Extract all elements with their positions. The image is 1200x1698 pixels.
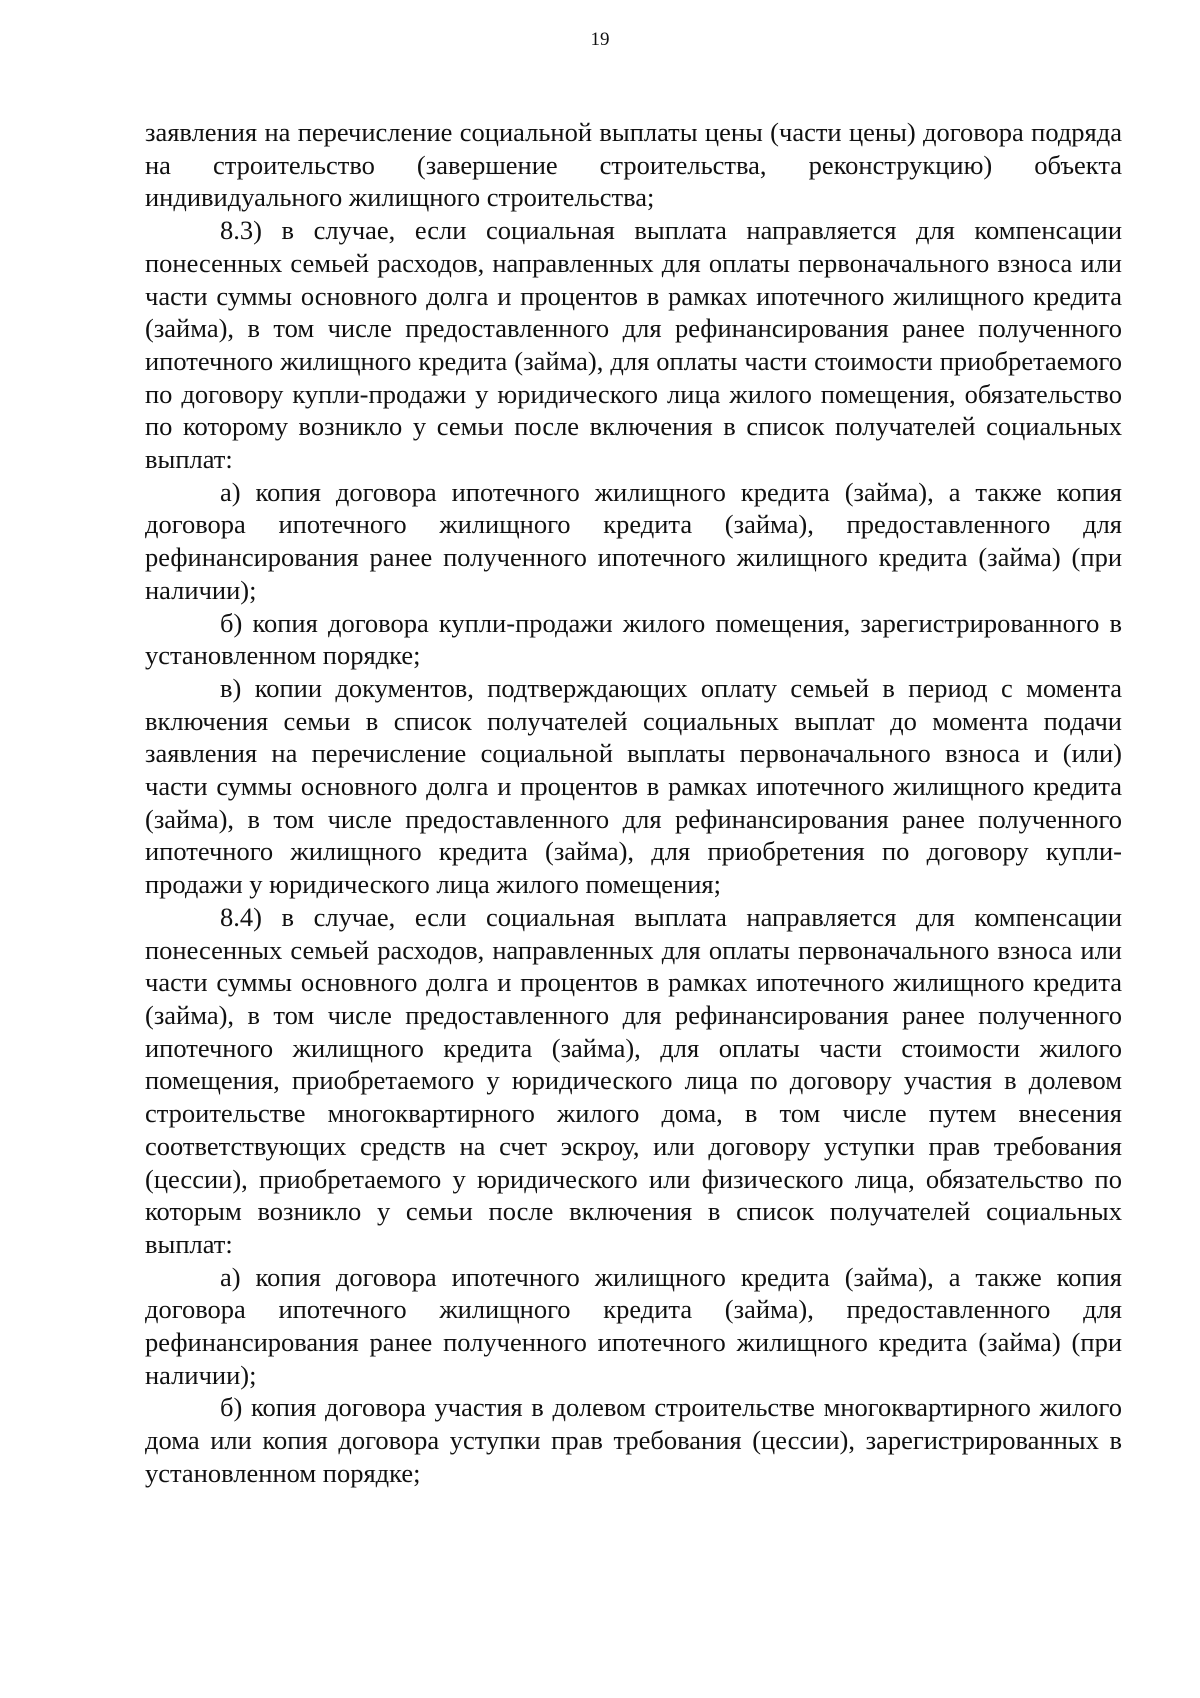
paragraph-continuation: заявления на перечисление социальной выплаты цены (части цены) договора подряда на строительство (завершение строительства, реконструкцию) объекта индивидуального жилищного строительства; [145,117,1122,213]
paragraph-8-3-b: б) копия договора купли-продажи жилого помещения, зарегистрированного в установленном порядке; [145,607,1122,671]
document-body [145,116,1122,1490]
page-number: 19 [590,29,610,50]
paragraph-8-3: 8.3) в случае, если социальная выплата направляется для компенсации понесенных семьей расходов, направленных для оплаты первоначального взноса или части суммы основного долга и процентов в рамках ипотечного жилищного кредита (займа), в том числе предоставленного для рефинансирования ранее полученного ипотечного жилищного кредита (займа), для оплаты части стоимости приобретаемого по договору купли-продажи у юридического лица жилого помещения, обязательство по которому возникло у семьи после включения в список получателей социальных выплат: [145,215,1122,475]
paragraph-8-3-a: а) копия договора ипотечного жилищного кредита (займа), а также копия договора ипотечного жилищного кредита (займа), предоставленного для рефинансирования ранее полученного ипотечного жилищного кредита (займа) (при наличии); [145,476,1122,605]
paragraph-8-3-v: в) копии документов, подтверждающих оплату семьей в период с момента включения семьи в список получателей социальных выплат до момента подачи заявления на перечисление социальной выплаты первоначального взноса и (или) части суммы основного долга и процентов в рамках ипотечного жилищного кредита (займа), в том числе предоставленного для рефинансирования ранее полученного ипотечного жилищного кредита (займа), для приобретения по договору купли-продажи у юридического лица жилого помещения; [145,672,1122,900]
paragraph-8-4-a: а) копия договора ипотечного жилищного кредита (займа), а также копия договора ипотечного жилищного кредита (займа), предоставленного для рефинансирования ранее полученного ипотечного жилищного кредита (займа) (при наличии); [145,1261,1122,1390]
paragraph-8-4-b: б) копия договора участия в долевом строительстве многоквартирного жилого дома или копия договора уступки прав требования (цессии), зарегистрированных в установленном порядке; [145,1392,1122,1488]
paragraph-8-4: 8.4) в случае, если социальная выплата направляется для компенсации понесенных семьей расходов, направленных для оплаты первоначального взноса или части суммы основного долга и процентов в рамках ипотечного жилищного кредита (займа), в том числе предоставленного для рефинансирования ранее полученного ипотечного жилищного кредита (займа), для оплаты части стоимости жилого помещения, приобретаемого у юридического лица по договору участия в долевом строительстве многоквартирного жилого дома, в том числе путем внесения соответствующих средств на счет эскроу, или договору уступки прав требования (цессии), приобретаемого у юридического или физического лица, обязательство по которым возникло у семьи после включения в список получателей социальных выплат: [145,901,1122,1259]
